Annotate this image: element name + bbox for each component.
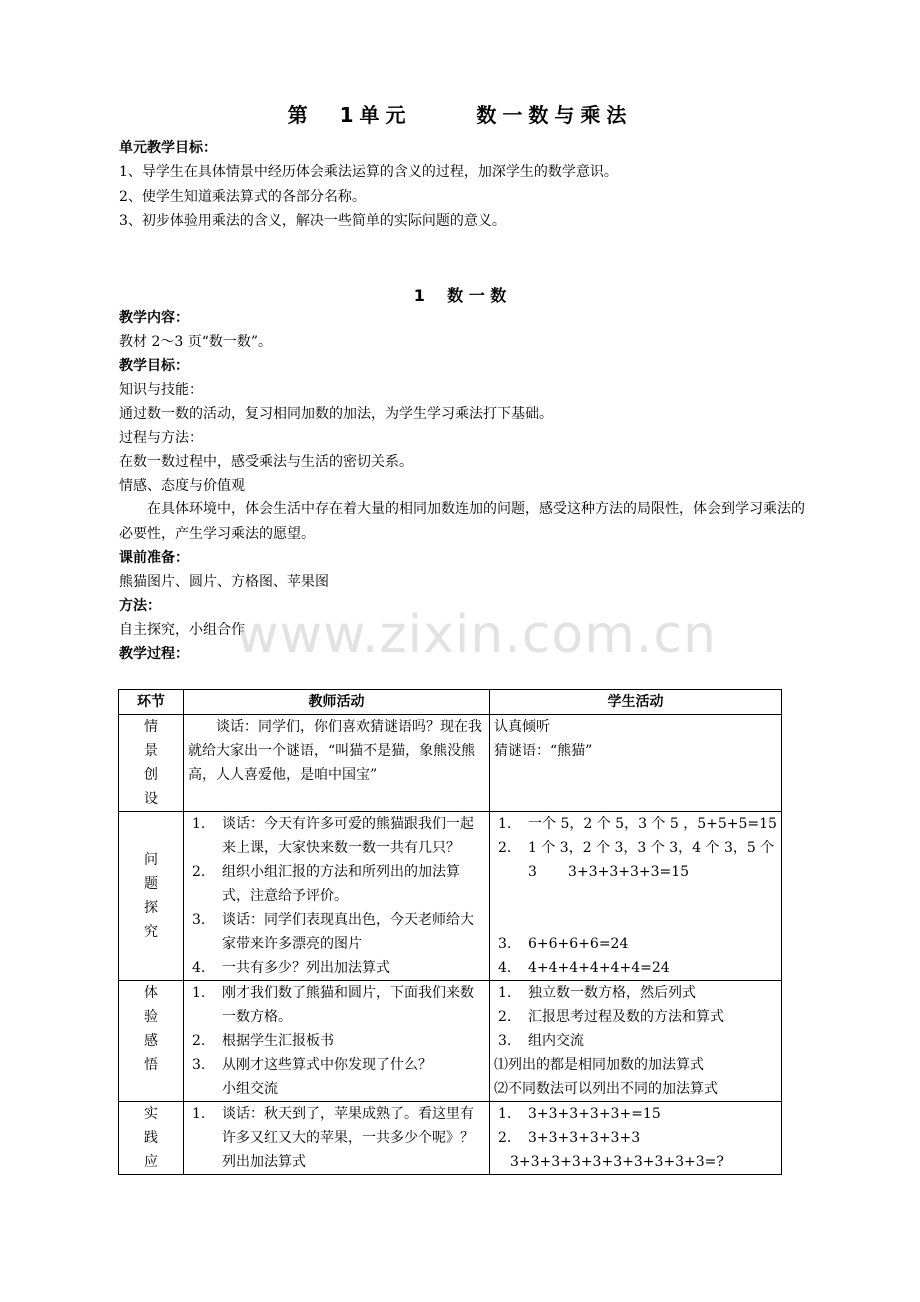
table-row <box>119 1102 782 1175</box>
table-header-row <box>119 690 782 715</box>
stage-cell <box>119 812 184 981</box>
stage-char: 应 <box>144 1154 158 1170</box>
list-item: 2. 组织小组汇报的方法和所列出的加法算式，注意给予评价。 <box>192 864 460 904</box>
list-item: 2. 根据学生汇报板书 <box>192 1033 334 1049</box>
unit-goal-item: 1、导学生在具体情景中经历体会乘法运算的含义的过程，加深学生的数学意识。 <box>119 164 618 180</box>
list-item: 2. 3+3+3+3+3+3 <box>498 1130 641 1146</box>
knowledge-text: 通过数一数的活动，复习相同加数的加法，为学生学习乘法打下基础。 <box>119 406 553 422</box>
stage-char: 悟 <box>144 1057 158 1073</box>
process-text: 在数一数过程中，感受乘法与生活的密切关系。 <box>119 454 413 470</box>
list-item: 1. 独立数一数方格，然后列式 <box>498 985 696 1001</box>
student-activity-text: ⑴列出的都是相同加数的加法算式 <box>494 1057 704 1073</box>
unit-goals-heading: 单元教学目标： <box>119 140 217 156</box>
stage-cell <box>119 981 184 1102</box>
stage-char: 实 <box>144 1106 158 1122</box>
student-activity-cell <box>490 981 782 1102</box>
list-item: 3. 6+6+6+6=24 <box>498 936 629 952</box>
emotion-heading: 情感、态度与价值观 <box>119 478 245 494</box>
procedure-table <box>118 689 782 1175</box>
list-item: 3. 组内交流 <box>498 1033 584 1049</box>
emotion-text: 在具体环境中，体会生活中存在着大量的相同加数连加的问题，感受这种方法的局限性，体会到学习乘法的必要性，产生学习乘法的愿望。 <box>119 501 805 542</box>
student-activity-text: 3+3+3+3+3+3+3+3+3+3=? <box>510 1154 724 1170</box>
list-item: 1. 一个 5，2 个 5，3 个 5 ，5+5+5=15 <box>498 816 777 832</box>
prep-heading: 课前准备： <box>119 550 189 566</box>
spacer <box>494 884 777 932</box>
student-activity-text: 猜谜语：“熊猫” <box>494 743 593 759</box>
column-header: 学生活动 <box>490 690 782 715</box>
stage-char: 感 <box>144 1033 158 1049</box>
process-heading: 过程与方法： <box>119 430 203 446</box>
stage-char: 设 <box>144 791 158 807</box>
method-heading: 方法： <box>119 598 161 614</box>
stage-cell <box>119 715 184 812</box>
stage-char: 创 <box>144 767 158 783</box>
method-text: 自主探究，小组合作 <box>119 622 245 638</box>
procedure-heading: 教学过程： <box>119 646 189 662</box>
teacher-activity-cell <box>184 1102 490 1175</box>
unit-title: 第 1单元 数一数与乘法 <box>287 103 633 127</box>
teacher-activity-text: 谈话：同学们，你们喜欢猜谜语吗？现在我就给大家出一个谜语，“叫猫不是猫，象熊没熊高，人人喜爱他，是咱中国宝” <box>188 719 482 783</box>
student-activity-cell <box>490 812 782 981</box>
stage-char: 究 <box>144 924 158 940</box>
stage-char: 验 <box>144 1009 158 1025</box>
list-item: 1. 刚才我们数了熊猫和圆片，下面我们来数一数方格。 <box>192 985 474 1025</box>
prep-text: 熊猫图片、圆片、方格图、苹果图 <box>119 574 329 590</box>
watermark: www.zixin.com.cn <box>236 605 717 665</box>
list-item: 4. 一共有多少？列出加法算式 <box>192 960 390 976</box>
stage-cell <box>119 1102 184 1175</box>
table-row <box>119 981 782 1102</box>
table-row <box>119 812 782 981</box>
list-item: 4. 4+4+4+4+4+4=24 <box>498 960 670 976</box>
lesson-title: 1 数 一 数 <box>413 286 507 305</box>
column-header: 环节 <box>119 690 184 715</box>
teacher-activity-cell <box>184 981 490 1102</box>
list-item: 1. 谈话：秋天到了，苹果成熟了。看这里有许多又红又大的苹果，一共多少个呢》？列出加法算式 <box>192 1106 474 1170</box>
table-row <box>119 715 782 812</box>
list-item: 3. 从刚才这些算式中你发现了什么？ <box>192 1057 432 1073</box>
stage-char: 题 <box>144 876 158 892</box>
teacher-activity-cell <box>184 812 490 981</box>
stage-char: 探 <box>144 900 158 916</box>
list-item: 小组交流 <box>222 1081 278 1097</box>
list-item: 1. 谈话：今天有许多可爱的熊猫跟我们一起来上课，大家快来数一数一共有几只？ <box>192 816 474 856</box>
student-activity-text: 认真倾听 <box>494 719 550 735</box>
list-item: 3. 谈话：同学们表现真出色，今天老师给大家带来许多漂亮的图片 <box>192 912 474 952</box>
stage-char: 问 <box>144 852 158 868</box>
teacher-activity-cell <box>184 715 490 812</box>
unit-goal-item: 3、初步体验用乘法的含义，解决一些简单的实际问题的意义。 <box>119 213 506 229</box>
stage-char: 景 <box>144 743 158 759</box>
content-text: 教材 2～3 页“数一数”。 <box>119 334 273 350</box>
list-item: 1. 3+3+3+3+3+=15 <box>498 1106 661 1122</box>
student-activity-cell <box>490 1102 782 1175</box>
stage-char: 情 <box>144 719 158 735</box>
unit-goal-item: 2、使学生知道乘法算式的各部分名称。 <box>119 189 366 205</box>
stage-char: 践 <box>144 1130 158 1146</box>
content-heading: 教学内容： <box>119 310 189 326</box>
column-header: 教师活动 <box>184 690 490 715</box>
list-item: 2. 1 个 3，2 个 3，3 个 3，4 个 3，5 个 3 3+3+3+3+3=15 <box>498 840 779 880</box>
stage-char: 体 <box>144 985 158 1001</box>
student-activity-text: ⑵不同数法可以列出不同的加法算式 <box>494 1081 718 1097</box>
list-item: 2. 汇报思考过程及数的方法和算式 <box>498 1009 724 1025</box>
goals-heading: 教学目标： <box>119 358 189 374</box>
student-activity-cell <box>490 715 782 812</box>
knowledge-heading: 知识与技能： <box>119 382 203 398</box>
